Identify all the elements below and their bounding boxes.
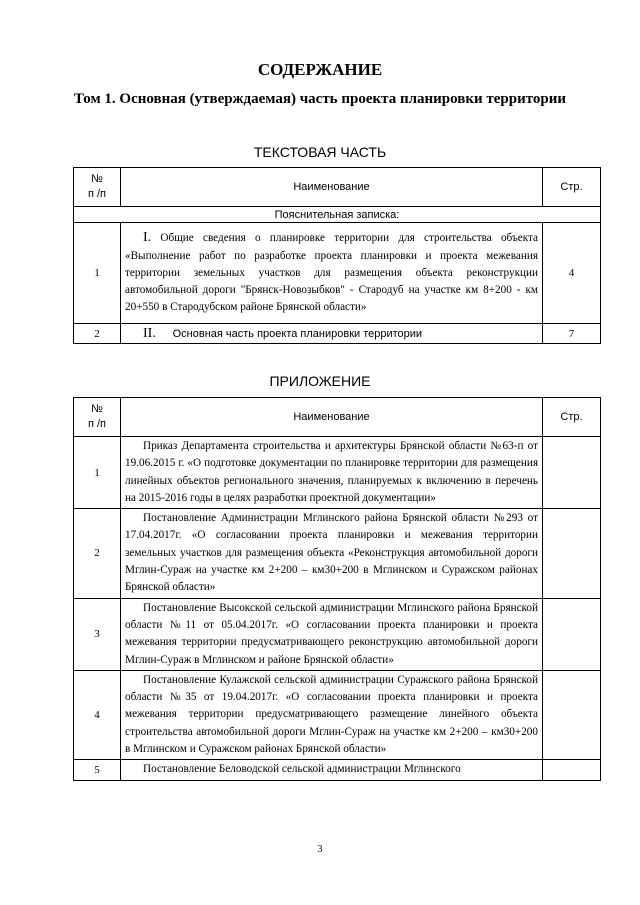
- row-description: [121, 324, 543, 344]
- row-page: [543, 760, 601, 780]
- row-number: 1: [74, 223, 121, 324]
- row-text: Приказ Департамента строительства и архитектуры Брянской области №63-п от 19.06.2015 г. «О подготовке документации по планировке территории для размещения линейных объектов регионального значения, планируемых к включению в перечень на 2015-2016 годы в целях разработки проектной документации»: [125, 440, 538, 504]
- column-header-page: Стр.: [543, 168, 601, 207]
- row-description: [121, 437, 543, 509]
- section-roman-numeral: II.: [143, 325, 156, 341]
- appendix-table: [73, 397, 601, 781]
- row-text: Постановление Кулажской сельской администрации Суражского района Брянской области №35 от 19.04.2017г. «О согласовании проекта планировки и проекта межевания территории предусматривающего размещение линейного объекта строительства автомобильной дороги Мглин-Сураж на участке км 2+200 – км30+200 в Мглинском и Суражском районах Брянской области»: [125, 673, 538, 756]
- table-row: [74, 760, 601, 780]
- number-sub: п /п: [87, 418, 107, 430]
- column-header-page: Стр.: [543, 398, 601, 437]
- row-text: Постановление Администрации Мглинского района Брянской области №293 от 17.04.2017г. «О согласовании проекта планировки и межевания территории земельных участков для размещения объекта «Реконструкция автомобильной дороги Мглин-Сураж на участке км 2+200 – км30+200 в Мглинском и Суражском районах Брянской области»: [125, 512, 538, 594]
- table-row: [74, 437, 601, 509]
- table-row: [74, 598, 601, 670]
- row-text: Общие сведения о планировке территории для строительства объекта «Выполнение работ по разработке проекта планировки и проекта межевания территории земельных участков для размещения объекта реконструкции автомобильной дороги "Брянск-Новозыбков" - Стародуб на участке км 8+200 - км 20+550 в Стародубском районе Брянской области»: [125, 232, 538, 314]
- number-sub: п /п: [87, 188, 107, 200]
- row-number: 1: [74, 437, 121, 509]
- row-number: 4: [74, 670, 121, 759]
- row-page: 7: [543, 324, 601, 344]
- section-roman-numeral: I.: [143, 230, 152, 246]
- number-sign: №: [91, 173, 103, 185]
- row-number: 2: [74, 509, 121, 598]
- row-description: [121, 760, 543, 780]
- text-part-heading: ТЕКСТОВАЯ ЧАСТЬ: [253, 144, 387, 160]
- column-header-number: [74, 398, 121, 437]
- table-row: [74, 509, 601, 598]
- row-page: [543, 598, 601, 670]
- row-page: [543, 670, 601, 759]
- row-text: Постановление Беловодской сельской администрации Мглинского: [143, 763, 461, 776]
- table-row: [74, 223, 601, 324]
- row-description: [121, 598, 543, 670]
- table-header-row: [74, 168, 601, 207]
- column-header-name: Наименование: [121, 398, 543, 437]
- row-number: 2: [74, 324, 121, 344]
- page-number: 3: [317, 844, 323, 855]
- row-description: [121, 223, 543, 324]
- column-header-name: Наименование: [121, 168, 543, 207]
- row-description: [121, 670, 543, 759]
- appendix-heading: ПРИЛОЖЕНИЕ: [269, 373, 371, 389]
- row-page: [543, 509, 601, 598]
- row-number: 3: [74, 598, 121, 670]
- row-text: Основная часть проекта планировки территории: [172, 327, 423, 340]
- table-header-row: [74, 398, 601, 437]
- row-page: 4: [543, 223, 601, 324]
- explanatory-note-label: Пояснительная записка:: [74, 207, 601, 223]
- volume-subtitle: Том 1. Основная (утверждаемая) часть проекта планировки территории: [73, 91, 567, 107]
- note-row: [74, 207, 601, 223]
- row-number: 5: [74, 760, 121, 780]
- document-title: СОДЕРЖАНИЕ: [257, 60, 383, 79]
- row-description: [121, 509, 543, 598]
- table-row: [74, 324, 601, 344]
- row-text: Постановление Высокской сельской администрации Мглинского района Брянской области №11 от 05.04.2017г. «О согласовании проекта планировки и проекта межевания территории предусматривающего реконструкцию автомобильной дороги Мглин-Сураж в Мглинском и районе Брянской области»: [125, 601, 538, 666]
- column-header-number: [74, 168, 121, 207]
- number-sign: №: [91, 403, 103, 415]
- row-page: [543, 437, 601, 509]
- table-row: [74, 670, 601, 759]
- text-part-table: [73, 167, 601, 344]
